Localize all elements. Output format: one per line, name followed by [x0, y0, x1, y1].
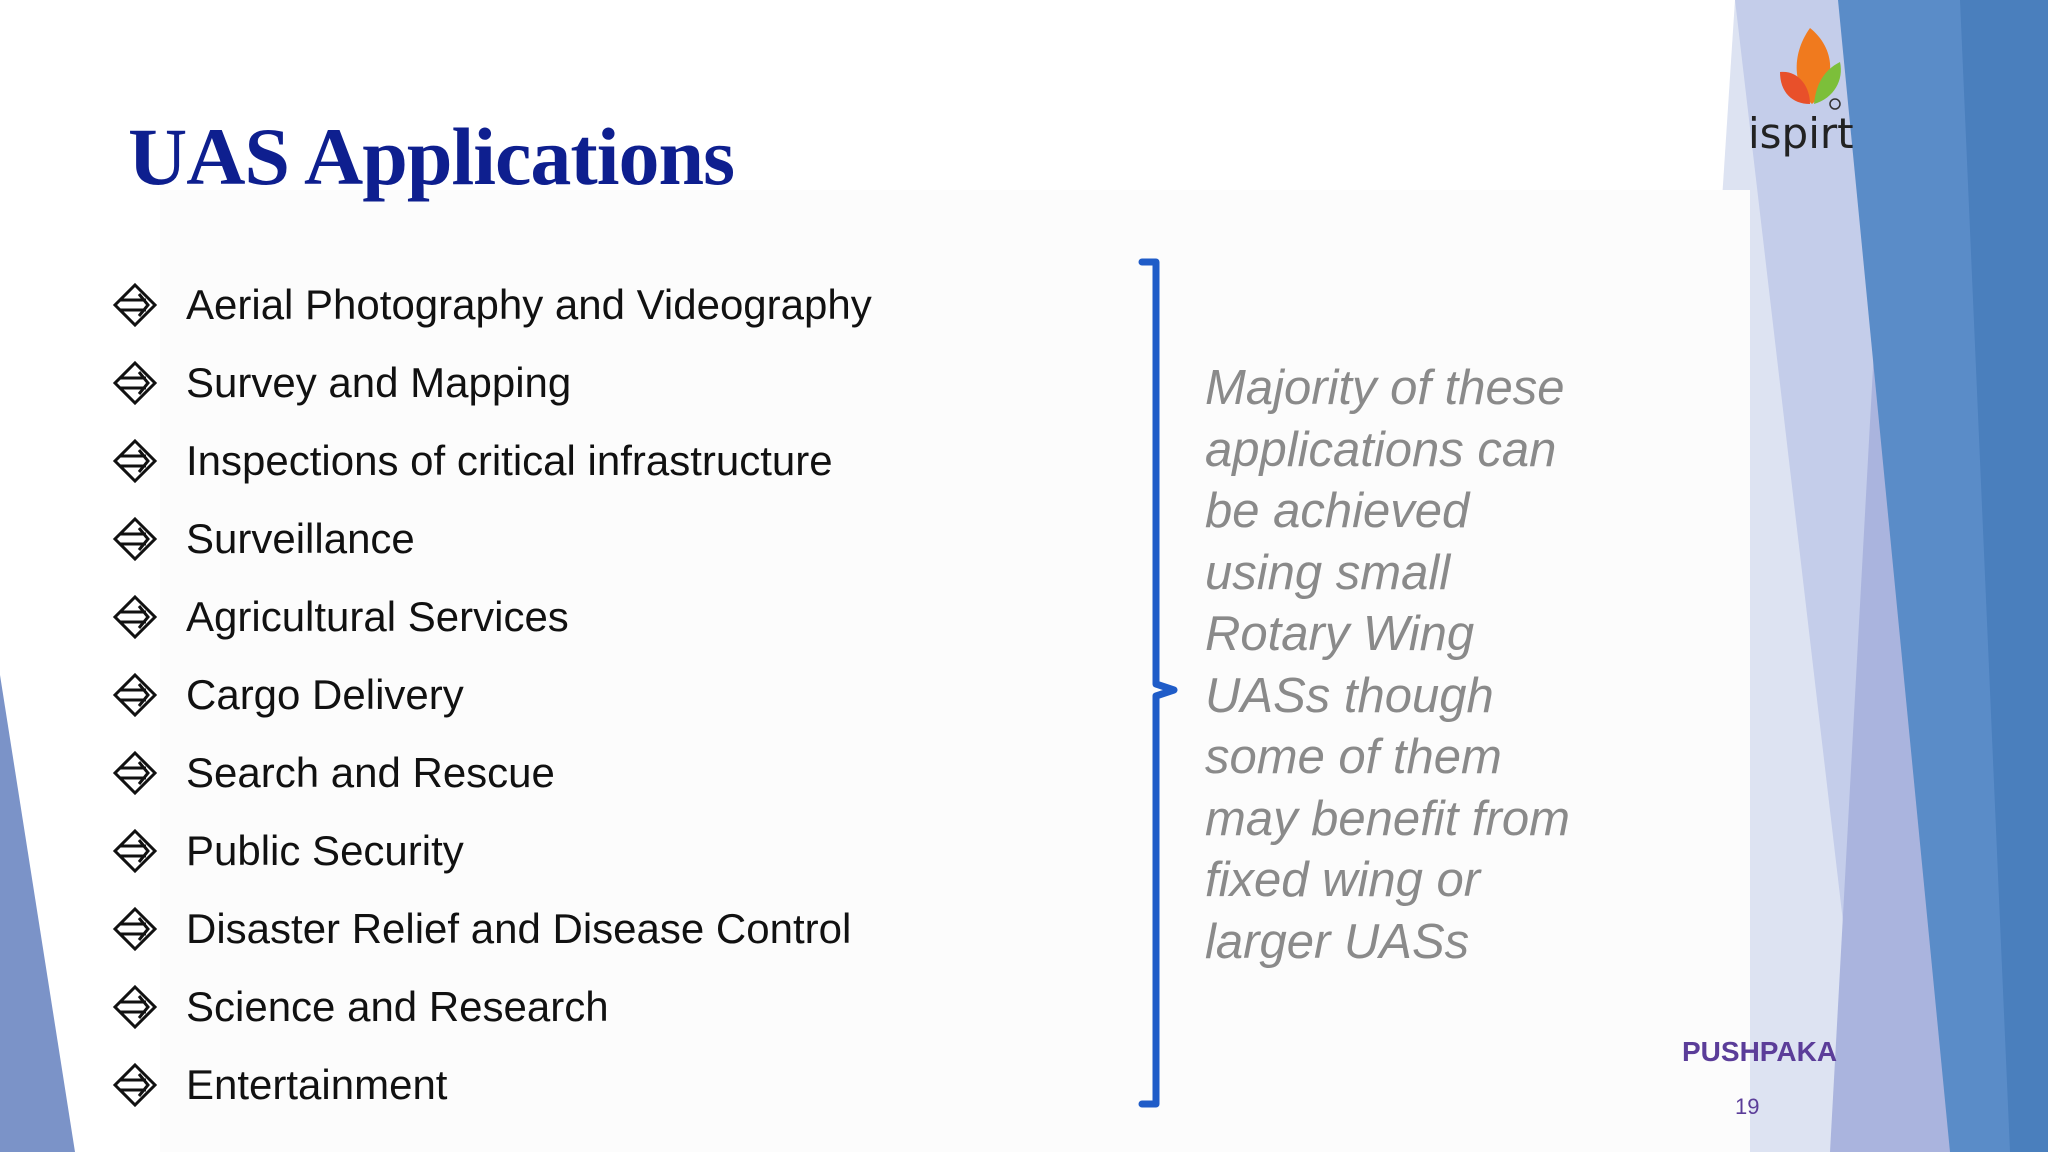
slide-title: UAS Applications [128, 111, 735, 202]
list-item [112, 890, 872, 968]
list-item-text: Public Security [186, 827, 464, 874]
note-line: applications can [1205, 422, 1557, 477]
note-line: Majority of these [1205, 361, 1565, 415]
footer-org-label: PUSHPAKA [1682, 1036, 1838, 1067]
arrow-right-diamond-icon [112, 282, 158, 328]
list-item [112, 968, 872, 1046]
list-item-text: Entertainment [186, 1061, 448, 1108]
list-item [112, 734, 872, 812]
list-item-text: Surveillance [186, 515, 415, 562]
applications-list [112, 266, 872, 1124]
list-item-text: Cargo Delivery [186, 671, 464, 718]
note-line: may benefit from [1205, 791, 1570, 846]
arrow-right-diamond-icon [112, 360, 158, 406]
list-item [112, 812, 872, 890]
arrow-right-diamond-icon [112, 438, 158, 484]
arrow-right-diamond-icon [112, 984, 158, 1030]
list-item-text: Search and Rescue [186, 749, 555, 796]
list-item-text: Inspections of critical infrastructure [186, 437, 833, 484]
logo-wordmark: ispirt [1748, 109, 1854, 158]
list-item-text: Survey and Mapping [186, 359, 572, 406]
list-item-text: Disaster Relief and Disease Control [186, 905, 852, 952]
note-line: using small [1205, 545, 1451, 600]
list-item [112, 578, 872, 656]
page-number: 19 [1735, 1094, 1760, 1119]
list-item [112, 1046, 872, 1124]
arrow-right-diamond-icon [112, 594, 158, 640]
arrow-right-diamond-icon [112, 516, 158, 562]
list-item-text: Agricultural Services [186, 593, 569, 640]
note-line: UASs though [1205, 668, 1494, 723]
arrow-right-diamond-icon [112, 1062, 158, 1108]
note-line: be achieved [1205, 484, 1470, 538]
list-item [112, 422, 872, 500]
arrow-right-diamond-icon [112, 906, 158, 952]
list-item [112, 500, 872, 578]
right-curly-bracket [1130, 258, 1190, 1108]
list-item-text: Aerial Photography and Videography [186, 281, 872, 328]
note-line: some of them [1205, 730, 1502, 784]
arrow-right-diamond-icon [112, 672, 158, 718]
list-item [112, 344, 872, 422]
ispirt-logo [1740, 20, 1880, 185]
note-line: larger UASs [1205, 914, 1470, 969]
note-line: fixed wing or [1205, 853, 1481, 907]
list-item-text: Science and Research [186, 983, 609, 1030]
arrow-right-diamond-icon [112, 750, 158, 796]
note-line: Rotary Wing [1205, 607, 1475, 661]
arrow-right-diamond-icon [112, 828, 158, 874]
summary-note [1205, 358, 1685, 973]
list-item [112, 656, 872, 734]
list-item [112, 266, 872, 344]
